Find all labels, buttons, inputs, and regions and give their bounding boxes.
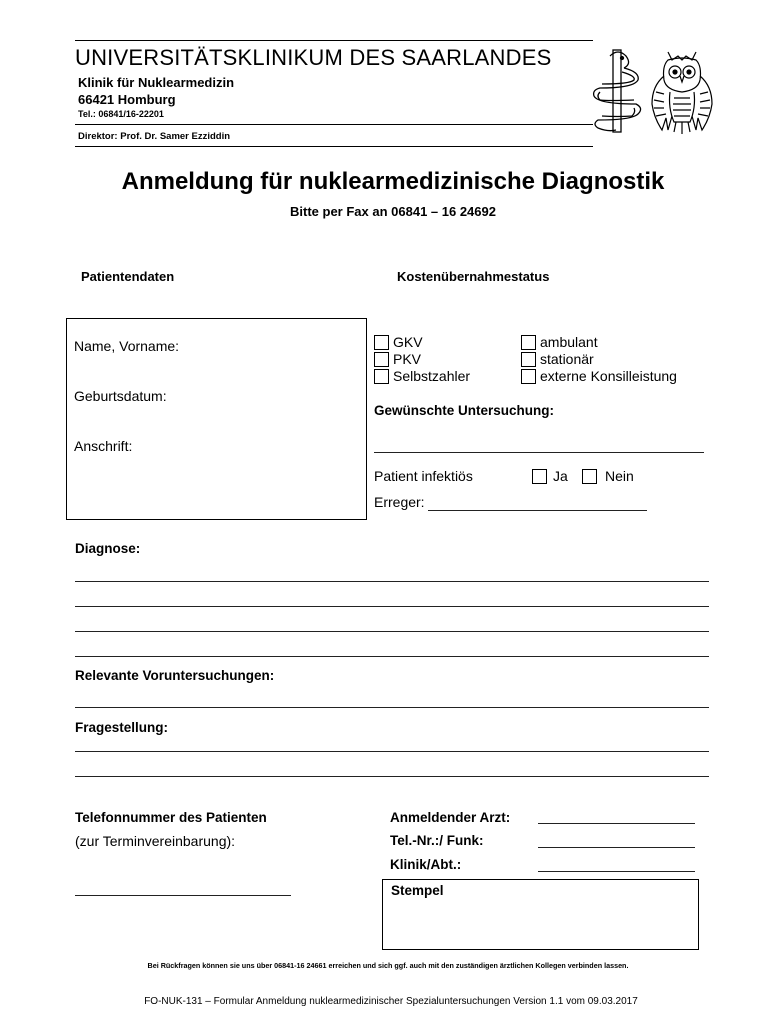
doctor-phone-field[interactable] [538,847,695,848]
referring-doctor-label: Anmeldender Arzt: [390,810,511,825]
inpatient-checkbox[interactable] [521,352,536,367]
patient-phone-field[interactable] [75,895,291,896]
question-line-1[interactable] [75,751,709,752]
patient-data-heading: Patientendaten [81,269,175,284]
gkv-checkbox[interactable] [374,335,389,350]
department-label: Klinik/Abt.: [390,857,462,872]
infectious-no-label: Nein [605,468,634,484]
external-consult-checkbox[interactable] [521,369,536,384]
diagnosis-line-1[interactable] [75,581,709,582]
pkv-label: PKV [393,351,422,367]
infectious-label: Patient infektiös [374,468,473,484]
outpatient-label: ambulant [540,334,598,350]
clinic-name: Klinik für Nuklearmedizin [78,75,235,90]
requested-exam-label: Gewünschte Untersuchung: [374,403,555,418]
pathogen-field[interactable] [428,510,647,511]
clinic-phone: Tel.: 06841/16-22201 [78,109,164,119]
diagnosis-line-3[interactable] [75,631,709,632]
header-middle-rule [75,124,593,125]
clinic-city: 66421 Homburg [78,92,176,107]
pkv-checkbox[interactable] [374,352,389,367]
question-heading: Fragestellung: [75,720,169,735]
requested-exam-field[interactable] [374,452,704,453]
birthdate-label: Geburtsdatum: [74,388,167,404]
referring-doctor-field[interactable] [538,823,695,824]
infectious-no-checkbox[interactable] [582,469,597,484]
diagnosis-line-4[interactable] [75,656,709,657]
patient-phone-heading: Telefonnummer des Patienten [75,810,267,825]
address-label: Anschrift: [74,438,133,454]
outpatient-checkbox[interactable] [521,335,536,350]
form-title: Anmeldung für nuklearmedizinische Diagnostik [121,168,665,195]
previous-exams-line[interactable] [75,707,709,708]
cost-status-heading: Kostenübernahmestatus [397,269,550,284]
diagnosis-heading: Diagnose: [75,541,141,556]
director-name: Direktor: Prof. Dr. Samer Ezziddin [78,131,231,142]
external-consult-label: externe Konsilleistung [540,368,677,384]
inpatient-label: stationär [540,351,594,367]
department-field[interactable] [538,871,695,872]
previous-exams-heading: Relevante Voruntersuchungen: [75,668,275,683]
patient-phone-sub: (zur Terminvereinbarung): [75,833,236,849]
pathogen-label: Erreger: [374,494,425,510]
university-name: UNIVERSITÄTSKLINIKUM DES SAARLANDES [75,45,552,70]
header-top-rule [75,40,593,41]
name-label: Name, Vorname: [74,338,180,354]
owl-logo [648,46,716,138]
header-bottom-rule [75,146,593,147]
fax-instruction: Bitte per Fax an 06841 – 16 24692 [290,204,496,219]
staff-of-asclepius-logo [588,46,646,136]
doctor-phone-label: Tel.-Nr.:/ Funk: [390,833,484,848]
gkv-label: GKV [393,334,423,350]
form-id-footer: FO-NUK-131 – Formular Anmeldung nuklearmedizinischer Spezialuntersuchungen Version 1.1 vom 09.03.2017 [144,996,638,1007]
infectious-yes-label: Ja [553,468,568,484]
diagnosis-line-2[interactable] [75,606,709,607]
question-line-2[interactable] [75,776,709,777]
self-payer-checkbox[interactable] [374,369,389,384]
infectious-yes-checkbox[interactable] [532,469,547,484]
self-payer-label: Selbstzahler [393,368,471,384]
callback-note: Bei Rückfragen können sie uns über 06841-16 24661 erreichen und sich ggf. auch mit den zuständigen ärztlichen Kollegen verbinden lassen. [147,961,629,970]
stamp-label: Stempel [391,883,444,898]
